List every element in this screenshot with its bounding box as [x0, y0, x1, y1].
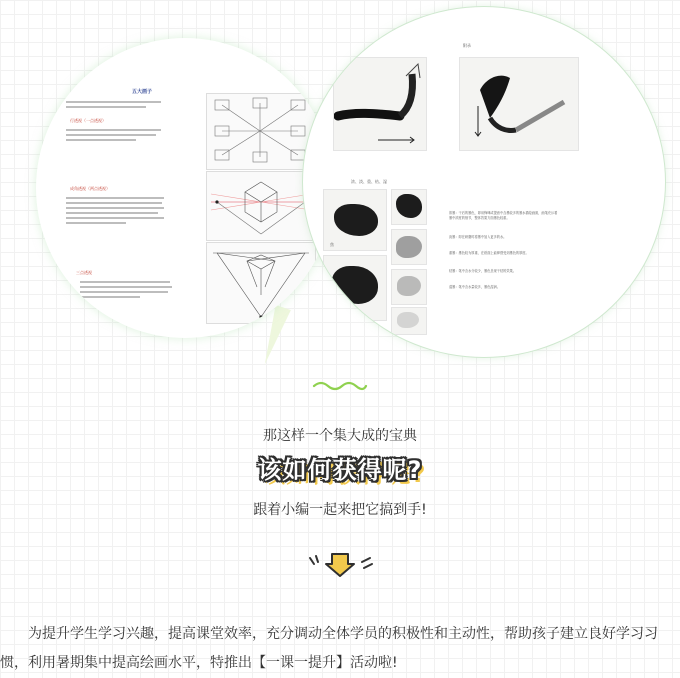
body-paragraph-text: 为提升学生学习兴趣，提高课堂效率，充分调动全体学员的积极性和主动性，帮助孩子建立良好学习习惯，利用暑期集中提高绘画水平，特推出【一课一提升】活动啦! — [0, 626, 658, 671]
ink-sample-clear — [391, 307, 427, 335]
book-left-page — [36, 38, 334, 338]
left-page-text-block — [80, 278, 175, 301]
left-page-title: 五大画子 — [132, 89, 153, 95]
left-page-heading-3: 三点透视 — [76, 270, 92, 275]
ink-sample-light — [391, 269, 427, 305]
ink-sample-heavy — [391, 229, 427, 265]
body-paragraph — [0, 620, 680, 678]
ink-sample-label: 焦 — [330, 242, 334, 247]
perspective-diagram-two-point — [206, 171, 316, 241]
ink-note: 重墨：墨色较为厚重，在纸面上能够感受到墨色的厚度。 — [449, 251, 529, 255]
perspective-diagram-three-point — [206, 242, 316, 324]
headline-subtitle: 跟着小编一起来把它搞到手! — [253, 502, 427, 518]
headline-question: 该如何获得呢? — [257, 456, 423, 484]
wave-divider-icon — [312, 380, 368, 392]
book-right-page — [302, 6, 666, 358]
ink-note: 淡墨：即在研磨时将墨中加入更多的水。 — [449, 235, 507, 239]
ink-note: 枯墨：笔中含水分较少，墨色呈现干枯的效果。 — [449, 269, 516, 273]
ink-note: 浓墨：干后的墨色，即用锋肆或提意中含墨较多的墨水描绘画面，画笔充斥着墨中浓度的细节，整体效果方面墨色较重。 — [449, 211, 558, 220]
ink-sample-thick — [391, 189, 427, 225]
headline-intro: 那这样一个集大成的宝典 — [263, 428, 417, 444]
left-page-text-block — [66, 98, 166, 111]
sparkle-lines-right-icon — [362, 558, 372, 568]
perspective-diagram-one-point — [206, 93, 316, 170]
sparkle-lines-left-icon — [310, 556, 318, 564]
brush-technique-caption: 浓、淡、重、枯、湿 — [351, 179, 387, 184]
book-preview-image — [16, 6, 668, 361]
down-arrow-icon — [304, 550, 376, 580]
brush-stroke-photo-1 — [333, 57, 427, 151]
ink-sample-dry — [323, 255, 387, 321]
ink-sample-scorched — [323, 189, 387, 251]
right-page-header: 附录 — [463, 43, 471, 48]
left-page-text-block — [66, 126, 166, 144]
left-page-heading-1: 行透视（一点透视） — [70, 118, 106, 123]
left-page-text-block — [66, 194, 166, 227]
left-page-heading-2: 成角透视（两点透视） — [70, 186, 110, 191]
ink-note: 湿墨：笔中含水量较多，墨色湿润。 — [449, 285, 500, 289]
brush-stroke-photo-2 — [459, 57, 579, 151]
ink-sample-label: 浓 — [330, 310, 334, 315]
